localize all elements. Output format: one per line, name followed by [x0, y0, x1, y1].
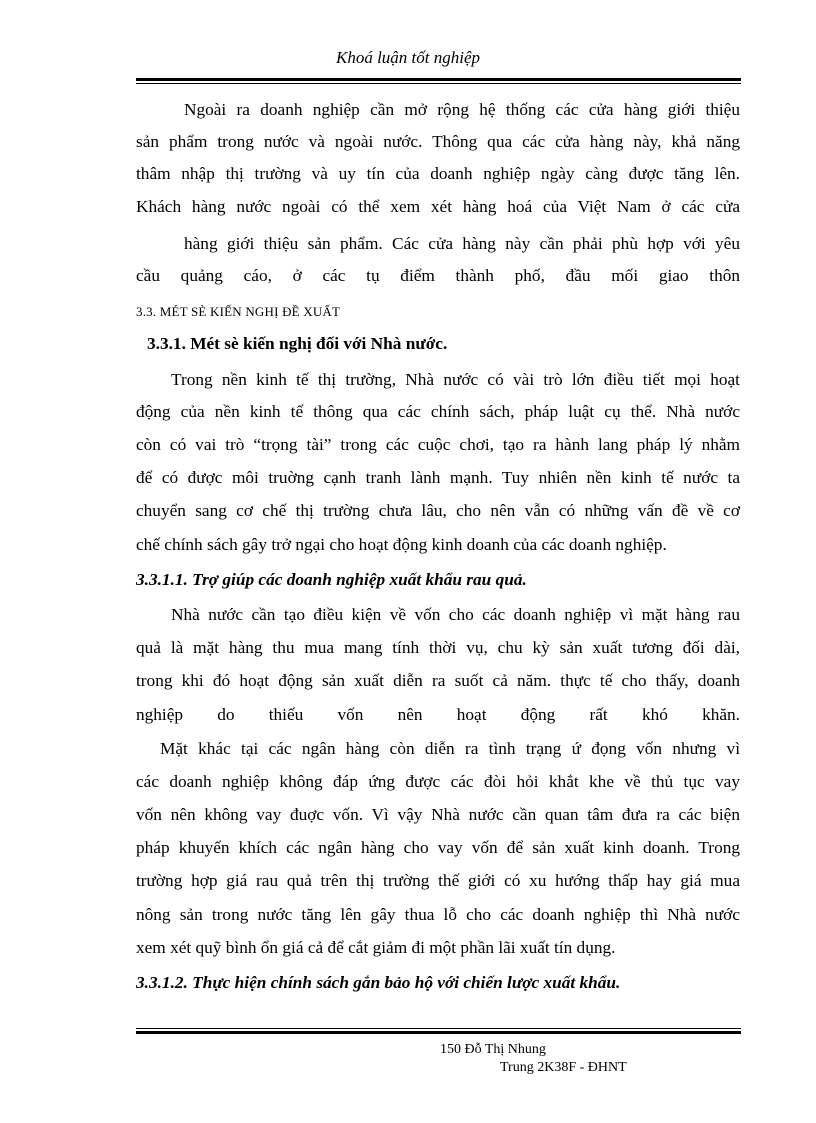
text-line: động của nền kinh tế thông qua các chính sách, pháp luật cụ thể. Nhà nước	[136, 402, 740, 421]
text-line: Mặt khác tại các ngân hàng còn diễn ra tình trạng ứ đọng vốn nhưng vì	[160, 739, 740, 758]
text-line: chuyển sang cơ chế thị trường chưa lâu, cho nên vẫn có những vấn đề về cơ	[136, 501, 740, 520]
text-line: để có được môi truờng cạnh tranh lành mạnh. Tuy nhiên nền kinh tế nước ta	[136, 468, 740, 487]
text-line: trong khi đó hoạt động sản xuất diễn ra suốt cả năm. thực tế cho thấy, doanh	[136, 671, 740, 690]
text-line: quả là mặt hàng thu mua mang tính thời vụ, chu kỳ sản xuất tương đối dài,	[136, 638, 740, 657]
text-line: các doanh nghiệp không đáp ứng được các đòi hỏi khắt khe về thủ tục vay	[136, 772, 740, 791]
text-line: nông sản trong nước tăng lên gây thua lỗ cho các doanh nghiệp thì Nhà nước	[136, 905, 740, 924]
text-line: pháp khuyến khích các ngân hàng cho vay vốn để sản xuất kinh doanh. Trong	[136, 838, 740, 857]
text-line: Trong nền kinh tế thị trường, Nhà nước có vài trò lớn điều tiết mọi hoạt	[171, 370, 740, 389]
text-line: trường hợp giá rau quả trên thị trường thế giới có xu hướng thấp hay giá mua	[136, 871, 740, 890]
page-header-title: Khoá luận tốt nghiệp	[335, 48, 481, 67]
text-line: thâm nhập thị trường và uy tín của doanh nghiệp ngày càng được tăng lên.	[136, 164, 740, 183]
text-line: cầu quảng cáo, ở các tụ điểm thành phố, đầu mối giao thôn	[136, 266, 740, 285]
text-line: Khách hàng nước ngoài có thể xem xét hàng hoá của Việt Nam ở các cửa	[136, 197, 740, 216]
subsection-heading: 3.3.1.2. Thực hiện chính sách gắn bảo hộ với chiến lược xuất khẩu.	[136, 973, 621, 992]
subsection-heading: 3.3.1. Mét sè kiến nghị đối với Nhà nước.	[147, 334, 448, 353]
subsection-heading: 3.3.1.1. Trợ giúp các doanh nghiệp xuất khẩu rau quả.	[136, 570, 527, 589]
text-line: Nhà nước cần tạo điều kiện về vốn cho các doanh nghiệp vì mặt hàng rau	[171, 605, 740, 624]
text-line: nghiệp do thiếu vốn nên hoạt động rất khó khăn.	[136, 705, 740, 724]
text-line: xem xét quỹ bình ổn giá cả để cắt giảm đi một phần lãi xuất tín dụng.	[136, 938, 616, 957]
text-line: vốn nên không vay đuợc vốn. Vì vậy Nhà nước cần quan tâm đưa ra các biện	[136, 805, 740, 824]
footer-author: 150 Đỗ Thị Nhung	[440, 1042, 546, 1057]
section-heading: 3.3. MÉT SÈ KIẾN NGHỊ ĐỀ XUẤT	[136, 304, 341, 319]
footer-class: Trung 2K38F - ĐHNT	[500, 1060, 627, 1075]
text-line: hàng giới thiệu sản phẩm. Các cửa hàng này cần phải phù hợp với yêu	[184, 234, 740, 253]
text-line: Ngoài ra doanh nghiệp cần mở rộng hệ thống các cửa hàng giới thiệu	[184, 100, 740, 119]
text-line: còn có vai trò “trọng tài” trong các cuộc chơi, tạo ra hành lang pháp lý nhằm	[136, 435, 740, 454]
text-line: sản phẩm trong nước và ngoài nước. Thông qua các cửa hàng này, khả năng	[136, 132, 740, 151]
text-line: chế chính sách gây trở ngại cho hoạt động kinh doanh của các doanh nghiệp.	[136, 535, 667, 554]
